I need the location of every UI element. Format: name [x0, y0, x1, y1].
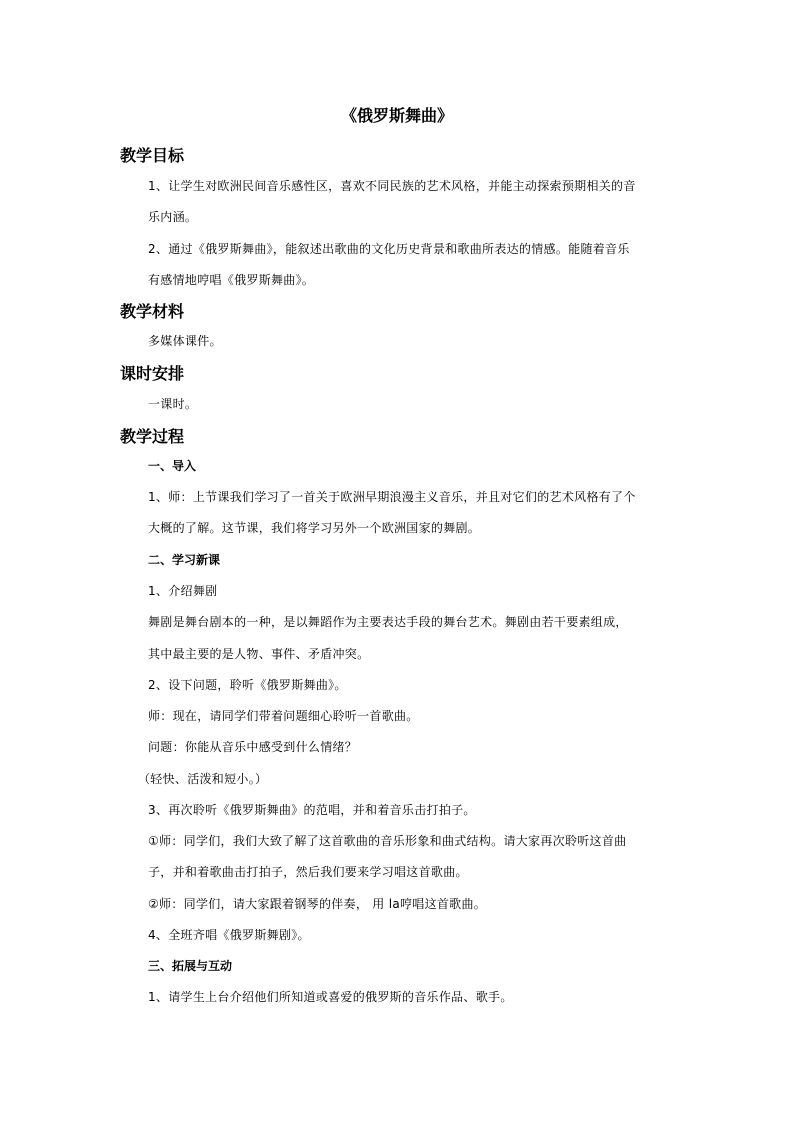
- part2-s1-line-1: 舞剧是舞台剧本的一种，是以舞蹈作为主要表达手段的舞台艺术。舞剧由若干要素组成，: [148, 615, 628, 629]
- part1-line-2: 大概的了解。这节课，我们将学习另外一个欧洲国家的舞剧。: [148, 521, 481, 535]
- heading-materials: 教学材料: [120, 302, 185, 321]
- part1-line-1: 1、师：上节课我们学习了一首关于欧洲早期浪漫主义音乐，并且对它们的艺术风格有了个: [148, 490, 636, 504]
- schedule-text: 一课时。: [148, 397, 198, 411]
- part2-s1-line-2: 其中最主要的是人物、事件、矛盾冲突。: [148, 647, 370, 661]
- objective-1-line-2: 乐内涵。: [148, 210, 198, 224]
- objective-1-line-1: 1、让学生对欧洲民间音乐感性区，喜欢不同民族的艺术风格，并能主动探索预期相关的音: [148, 179, 636, 193]
- materials-text: 多媒体课件。: [148, 334, 222, 348]
- heading-process: 教学过程: [120, 427, 185, 446]
- part2-s3-a-line-1: ①师：同学们，我们大致了解了这首歌曲的音乐形象和曲式结构。请大家再次聆听这首曲: [148, 834, 627, 848]
- document-title: 《俄罗斯舞曲》: [340, 106, 453, 125]
- part3-line-1: 1、请学生上台介绍他们所知道或喜爱的俄罗斯的音乐作品、歌手。: [148, 990, 513, 1004]
- part1-heading: 一、导入: [148, 459, 197, 473]
- part2-s3-a-line-2: 子，并和着歌曲击打拍子，然后我们要来学习唱这首歌曲。: [148, 865, 468, 879]
- part2-s2-title: 2、设下问题，聆听《俄罗斯舞曲》。: [148, 678, 347, 692]
- part2-s3-title: 3、再次聆听《俄罗斯舞曲》的范唱，并和着音乐击打拍子。: [148, 803, 476, 817]
- part2-s2-answer: （轻快、活泼和短小。）: [138, 772, 268, 786]
- part2-heading: 二、学习新课: [148, 553, 221, 567]
- part2-s1-title: 1、介绍舞剧: [148, 584, 218, 598]
- heading-schedule: 课时安排: [120, 364, 185, 383]
- part3-heading: 三、拓展与互动: [148, 959, 233, 973]
- part2-s2-teacher: 师：现在，请同学们带着问题细心聆听一首歌曲。: [148, 709, 419, 723]
- objective-2-line-2: 有感情地哼唱《俄罗斯舞曲》。: [148, 273, 315, 287]
- objective-2-line-1: 2、通过《俄罗斯舞曲》，能叙述出歌曲的文化历史背景和歌曲所表达的情感。能随着音乐: [148, 242, 630, 256]
- part2-s4-title: 4、全班齐唱《俄罗斯舞剧》。: [148, 928, 310, 942]
- part2-s3-b: ②师：同学们，请大家跟着钢琴的伴奏， 用 la哼唱这首歌曲。: [148, 897, 487, 911]
- heading-objectives: 教学目标: [120, 146, 185, 165]
- part2-s2-question: 问题：你能从音乐中感受到什么情绪？: [148, 740, 358, 754]
